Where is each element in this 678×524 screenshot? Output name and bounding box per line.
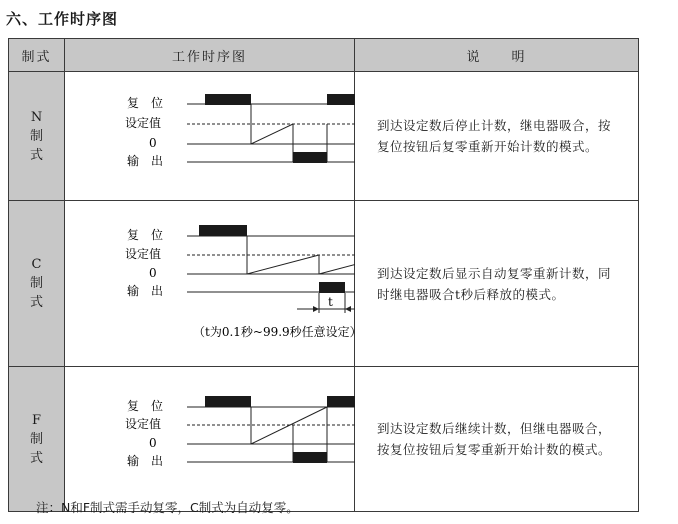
reset-pulse: [327, 396, 355, 407]
timing-svg: [65, 367, 355, 507]
table-row: [9, 367, 639, 512]
reset-pulse: [199, 225, 247, 236]
output-pulse: [293, 452, 327, 463]
reset-pulse: [205, 94, 251, 105]
t-arrow-icon: [345, 306, 351, 312]
timing-svg: [65, 201, 355, 362]
description-c: 到达设定数后显示自动复零重新计数，同时继电器吸合t秒后释放的模式。: [355, 201, 639, 367]
label-reset: 复 位: [127, 96, 164, 110]
footnote: 注：N和F制式需手动复零，C制式为自动复零。: [36, 500, 299, 515]
mode-label-n: [9, 72, 65, 201]
label-zero: 0: [149, 436, 157, 450]
label-zero: 0: [149, 136, 157, 150]
timing-table: [8, 38, 639, 512]
count-ramp: [251, 124, 293, 144]
label-zero: 0: [149, 266, 157, 280]
count-ramp: [247, 255, 319, 274]
label-reset: 复 位: [127, 399, 164, 413]
label-setpoint: 设定值: [125, 247, 162, 261]
label-output: 输 出: [127, 284, 164, 298]
t-arrow-icon: [313, 306, 319, 312]
output-pulse: [293, 152, 327, 163]
mode-char: 制: [29, 276, 43, 291]
mode-letter: N: [30, 109, 43, 125]
timing-diagram-f: [65, 367, 355, 512]
mode-char: 式: [29, 147, 43, 163]
label-output: 输 出: [127, 154, 164, 168]
mode-label-c: [9, 201, 65, 367]
t-label: t: [328, 295, 333, 309]
mode-char: 式: [29, 450, 43, 466]
description-f: 到达设定数后继续计数，但继电器吸合，按复位按钮后复零重新开始计数的模式。: [355, 367, 639, 512]
description-n: 到达设定数后停止计数，继电器吸合，按复位按钮后复零重新开始计数的模式。: [355, 72, 639, 201]
timing-svg: [65, 72, 355, 196]
timing-diagram-c: [65, 201, 355, 367]
output-pulse: [319, 282, 345, 293]
header-timing: 工作时序图: [65, 39, 355, 72]
mode-char: 制: [29, 128, 43, 144]
header-mode: 制式: [9, 39, 65, 72]
reset-pulse: [205, 396, 251, 407]
table-row: [9, 72, 639, 201]
label-output: 输 出: [127, 454, 164, 468]
mode-char: 式: [29, 295, 43, 310]
mode-letter: F: [31, 412, 42, 428]
label-setpoint: 设定值: [125, 417, 162, 431]
timing-diagram-n: [65, 72, 355, 201]
label-reset: 复 位: [127, 228, 164, 242]
section-title: 六、工作时序图: [6, 10, 119, 28]
reset-pulse: [327, 94, 355, 105]
table-row: [9, 201, 639, 367]
mode-label-f: [9, 367, 65, 512]
mode-char: 制: [29, 431, 43, 447]
label-setpoint: 设定值: [125, 116, 162, 130]
table-header-row: [9, 39, 639, 72]
mode-letter: C: [31, 257, 42, 272]
header-description: 说 明: [355, 39, 639, 72]
count-ramp: [319, 256, 355, 274]
t-range-note: （t为0.1秒~99.9秒任意设定）: [193, 325, 355, 339]
